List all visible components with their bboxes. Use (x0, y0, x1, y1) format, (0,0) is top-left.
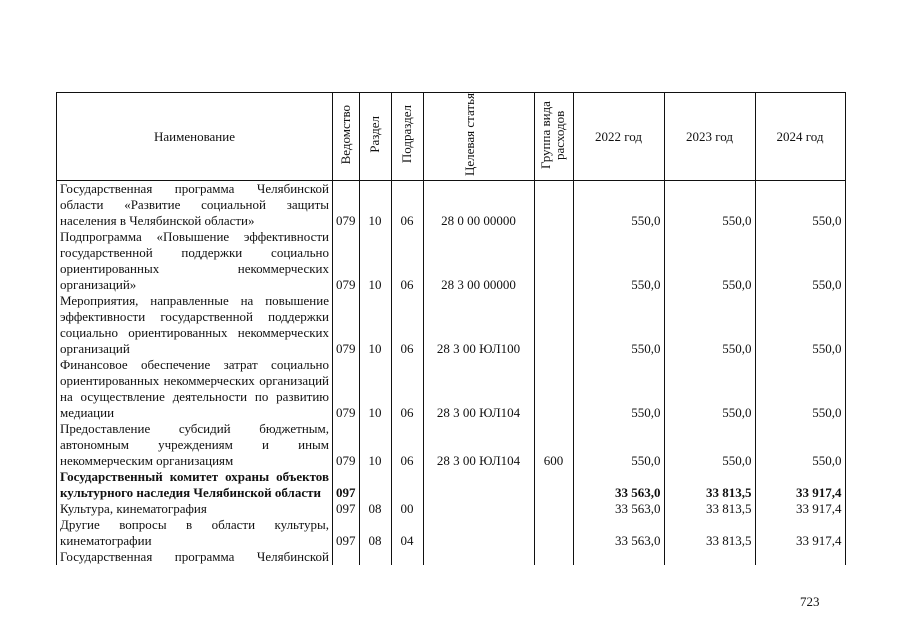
header-2022: 2022 год (573, 93, 664, 181)
row-2022: 33 563,0 (573, 517, 664, 549)
row-2022: 550,0 (573, 181, 664, 230)
row-tselevaya (423, 469, 534, 501)
table-row (57, 469, 846, 501)
table-row (57, 421, 846, 469)
row-razdel: 10 (359, 421, 391, 469)
header-name: Наименование (57, 93, 333, 181)
row-2023: 550,0 (664, 421, 755, 469)
row-gruppa (534, 549, 573, 565)
table-row (57, 517, 846, 549)
row-vedomstvo: 097 (333, 501, 360, 517)
row-2024: 550,0 (755, 357, 845, 421)
row-2022: 550,0 (573, 357, 664, 421)
row-2024 (755, 549, 845, 565)
header-razdel: Раздел (359, 93, 391, 181)
row-podrazdel: 00 (391, 501, 423, 517)
row-2024: 33 917,4 (755, 501, 845, 517)
row-podrazdel: 06 (391, 357, 423, 421)
row-razdel: 10 (359, 181, 391, 230)
row-razdel: 08 (359, 501, 391, 517)
row-podrazdel (391, 549, 423, 565)
table-row (57, 181, 846, 230)
row-name: Государственная программа Челябинской (57, 549, 333, 565)
row-razdel (359, 549, 391, 565)
row-2023: 33 813,5 (664, 469, 755, 501)
row-vedomstvo: 079 (333, 229, 360, 293)
row-razdel: 08 (359, 517, 391, 549)
page-number: 723 (800, 594, 820, 609)
row-gruppa (534, 469, 573, 501)
table-row (57, 229, 846, 293)
row-2024: 550,0 (755, 181, 845, 230)
row-podrazdel: 06 (391, 181, 423, 230)
row-name: Мероприятия, направленные на повышение эффективности государственной поддержки социально ориентированных некоммерческих организаций (57, 293, 333, 357)
row-vedomstvo: 079 (333, 181, 360, 230)
row-podrazdel: 06 (391, 229, 423, 293)
row-tselevaya (423, 517, 534, 549)
row-2022: 33 563,0 (573, 469, 664, 501)
table-body (57, 181, 846, 566)
row-gruppa (534, 229, 573, 293)
row-2022: 550,0 (573, 421, 664, 469)
row-vedomstvo: 079 (333, 293, 360, 357)
row-2023: 33 813,5 (664, 501, 755, 517)
row-vedomstvo: 097 (333, 517, 360, 549)
row-tselevaya: 28 0 00 00000 (423, 181, 534, 230)
row-tselevaya: 28 3 00 ЮЛ104 (423, 421, 534, 469)
row-2024: 550,0 (755, 421, 845, 469)
table-row (57, 501, 846, 517)
budget-table (56, 92, 846, 565)
row-2023: 550,0 (664, 293, 755, 357)
row-razdel: 10 (359, 357, 391, 421)
row-gruppa (534, 181, 573, 230)
row-2022: 550,0 (573, 229, 664, 293)
row-2024: 550,0 (755, 229, 845, 293)
header-gruppa-vida-raskhodov: Группа вида расходов (534, 93, 573, 181)
row-2022: 550,0 (573, 293, 664, 357)
row-podrazdel: 06 (391, 293, 423, 357)
row-gruppa (534, 501, 573, 517)
row-vedomstvo: 097 (333, 469, 360, 501)
row-gruppa (534, 293, 573, 357)
row-name: Культура, кинематография (57, 501, 333, 517)
row-2023: 33 813,5 (664, 517, 755, 549)
table-header-row (57, 93, 846, 181)
row-2023: 550,0 (664, 357, 755, 421)
header-vedomstvo: Ведомство (333, 93, 360, 181)
row-2024: 33 917,4 (755, 517, 845, 549)
row-2023: 550,0 (664, 229, 755, 293)
row-2022 (573, 549, 664, 565)
table-row (57, 293, 846, 357)
row-tselevaya: 28 3 00 00000 (423, 229, 534, 293)
row-2024: 33 917,4 (755, 469, 845, 501)
row-2022: 33 563,0 (573, 501, 664, 517)
row-gruppa (534, 517, 573, 549)
row-vedomstvo (333, 549, 360, 565)
row-name: Подпрограмма «Повышение эффективности государственной поддержки социально ориентированных некоммерческих организаций» (57, 229, 333, 293)
row-razdel: 10 (359, 293, 391, 357)
row-name: Предоставление субсидий бюджетным, автономным учреждениям и иным некоммерческим организациям (57, 421, 333, 469)
row-podrazdel (391, 469, 423, 501)
row-2024: 550,0 (755, 293, 845, 357)
row-vedomstvo: 079 (333, 357, 360, 421)
row-tselevaya: 28 3 00 ЮЛ100 (423, 293, 534, 357)
row-2023: 550,0 (664, 181, 755, 230)
row-razdel (359, 469, 391, 501)
row-name: Финансовое обеспечение затрат социально ориентированных некоммерческих организаций на осуществление деятельности по развитию медиации (57, 357, 333, 421)
row-tselevaya: 28 3 00 ЮЛ104 (423, 357, 534, 421)
row-2023 (664, 549, 755, 565)
header-podrazdel: Подраздел (391, 93, 423, 181)
row-name: Государственный комитет охраны объектов культурного наследия Челябинской области (57, 469, 333, 501)
header-2023: 2023 год (664, 93, 755, 181)
row-tselevaya (423, 549, 534, 565)
row-podrazdel: 04 (391, 517, 423, 549)
header-2024: 2024 год (755, 93, 845, 181)
row-name: Государственная программа Челябинской области «Развитие социальной защиты населения в Челябинской области» (57, 181, 333, 230)
row-razdel: 10 (359, 229, 391, 293)
row-gruppa (534, 357, 573, 421)
table-row (57, 549, 846, 565)
row-name: Другие вопросы в области культуры, кинематографии (57, 517, 333, 549)
row-vedomstvo: 079 (333, 421, 360, 469)
row-tselevaya (423, 501, 534, 517)
header-tselevaya-statya: Целевая статья (423, 93, 534, 181)
table-row (57, 357, 846, 421)
row-podrazdel: 06 (391, 421, 423, 469)
row-gruppa: 600 (534, 421, 573, 469)
